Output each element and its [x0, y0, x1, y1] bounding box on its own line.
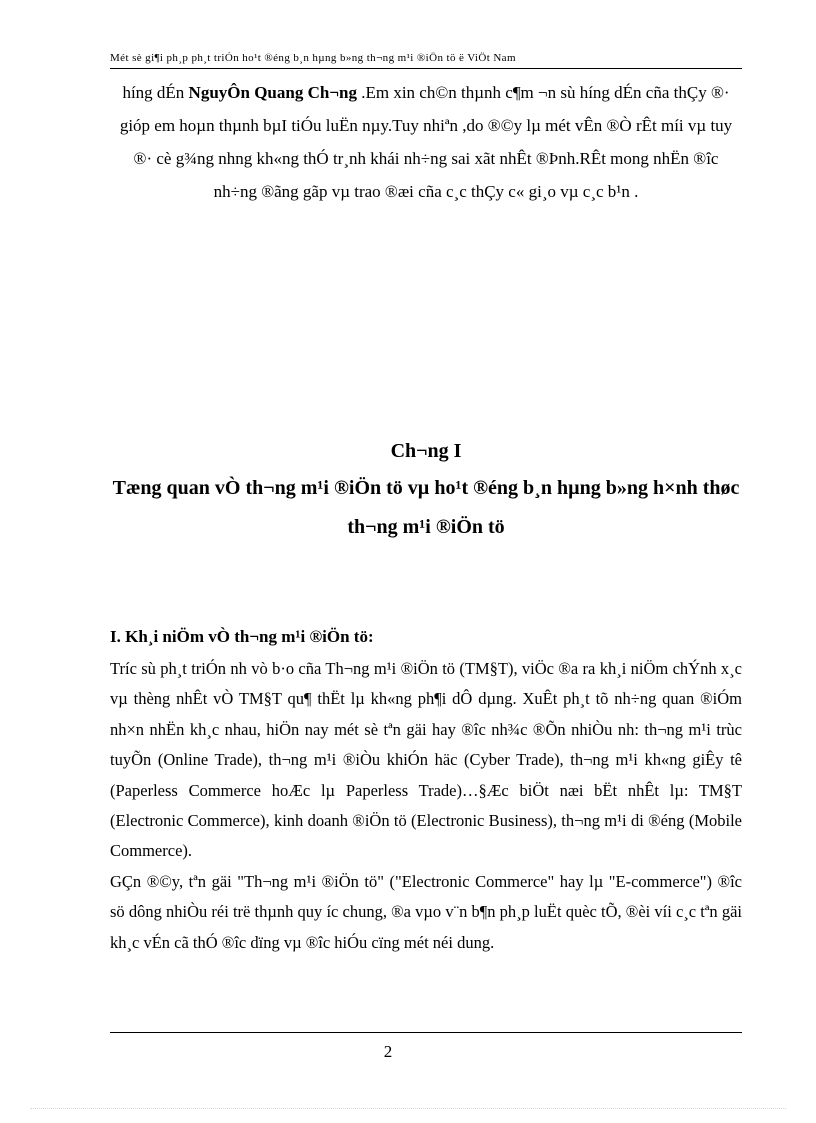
- intro-line1-prefix: híng dÉn: [122, 83, 189, 102]
- footer-rule: [110, 1032, 742, 1033]
- body-paragraph-1: Tríc sù ph¸t triÓn nh vò b·o cña Th¬ng m¹i ®iÖn tö (TM§T), viÖc ®a ra kh¸i niÖm chÝnh x¸c vµ thèng nhÊt vÒ TM§T qu¶ thËt lµ kh«ng ph¶i dÔ dµng. XuÊt ph¸t tõ nh÷ng quan ®iÓm nh×n nhËn kh¸c nhau, hiÖn nay mét sè tªn gäi hay ®îc nh¾c ®Õn nhiÒu nh: th¬ng m¹i trùc tuyÕn (Online Trade), th¬ng m¹i ®iÒu khiÓn häc (Cyber Trade), th¬ng m¹i kh«ng giÊy tê (Paperless Commerce hoÆc lµ Paperless Trade)…§Æc biÖt næi bËt nhÊt lµ: TM§T (Electronic Commerce), kinh doanh ®iÖn tö (Electronic Business), th¬ng m¹i di ®éng (Mobile Commerce).: [110, 659, 742, 861]
- intro-line1-suffix: .Em xin ch©n thµnh c¶m ¬n sù híng dÉn cña: [356, 83, 670, 102]
- header-rule: [110, 68, 742, 69]
- body-paragraph-2: GÇn ®©y, tªn gäi "Th¬ng m¹i ®iÖn tö" ("Electronic Commerce" hay lµ "E-commerce") ®îc sö dông nhiÒu réi trë thµnh quy íc chung, ®a vµo v¨n b¶n ph¸p luËt quèc tÕ, ®èi víi c¸c tªn gäi kh¸c vÉn cã thÓ ®îc dïng vµ ®îc hiÓu cïng mét néi dung.: [110, 871, 742, 952]
- body-text: [110, 654, 742, 958]
- running-header: Mét sè gi¶i ph¸p ph¸t triÓn ho¹t ®éng b¸n hµng b»ng th¬ng m¹i ®iÖn tö ë ViÖt Nam: [110, 52, 516, 64]
- chapter-heading-block: [110, 436, 742, 547]
- chapter-label: Ch¬ng I: [390, 440, 462, 462]
- bottom-dotted-edge: [30, 1108, 786, 1109]
- page-number: 2: [383, 1042, 393, 1061]
- section-heading: I. Kh¸i niÖm vÒ th¬ng m¹i ®iÖn tö:: [110, 627, 374, 646]
- advisor-name: NguyÔn Quang Ch¬ng: [188, 83, 357, 102]
- acknowledgement-paragraph: [110, 76, 742, 208]
- intro-continuation: thÇy ®· gióp em hoµn thµnh bµI tiÓu luËn nµy.Tuy nhiªn ,do ®©y lµ mét vÊn ®Ò rÊt míi vµ tuy ®· cè g¾ng nhng kh«ng thÓ tr¸nh khái nh÷ng sai xãt nhÊt ®Þnh.RÊt mong nhËn ®îc nh÷ng ®ãng gãp vµ trao ®æi cña c¸c thÇy c« gi¸o vµ c¸c b¹n .: [119, 83, 733, 201]
- chapter-title: Tæng quan vÒ th¬ng m¹i ®iÖn tö vµ ho¹t ®éng b¸n hµng b»ng h×nh thøc th¬ng m¹i ®iÖn tö: [112, 477, 740, 538]
